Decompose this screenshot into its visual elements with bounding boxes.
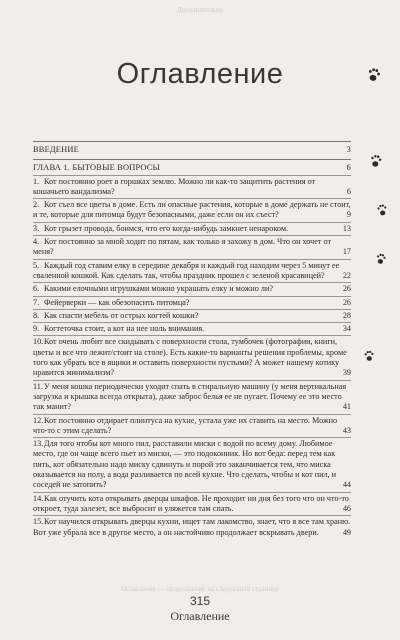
toc-rule (33, 492, 351, 493)
toc-entry (33, 494, 351, 515)
toc-page-number: 17 (342, 247, 351, 257)
toc-entry-number: 7. (33, 297, 40, 307)
toc-rule (33, 335, 351, 336)
toc-rule (33, 380, 351, 381)
toc-entry (33, 177, 351, 198)
toc-entry (33, 237, 351, 258)
toc-entry-text: Как спасти мебель от острых когтей кошки? (44, 310, 199, 320)
page-number: 315 (189, 594, 211, 608)
toc-rule (33, 222, 351, 223)
toc-entry (33, 337, 351, 378)
paw-icon (364, 351, 374, 362)
toc-rule (33, 309, 351, 310)
toc-rule (33, 296, 351, 297)
toc-rule (33, 235, 351, 236)
toc-rule (33, 515, 351, 516)
toc-page-number: 46 (342, 503, 351, 513)
toc-entry-text: Кот постоянно роет в горшках землю. Можно ли как-то защитить растения от кошачьего вандализма? (33, 176, 316, 196)
toc-entry-text: Кот научился открывать дверцы кухни, ищет там лакомство, знает, что я все там храню. Вот уже убрала все в другое место, а он настойчиво продолжает вскрывать двери. (33, 517, 351, 537)
toc-entry (33, 284, 351, 294)
bleed-through-footer: Оглавление — продолжение на следующей странице (121, 585, 279, 593)
toc-entry-number: 11. (33, 381, 43, 391)
toc-entry-text: Фейерверки — как обезопасить питомца? (44, 297, 190, 307)
paw-icon (376, 253, 386, 264)
toc-page-number: 3 (346, 145, 351, 154)
toc-entry-text: ВВЕДЕНИЕ (33, 145, 79, 154)
toc-page-number: 41 (342, 402, 351, 412)
toc-entry-number: 14. (33, 493, 44, 503)
toc-rule (33, 159, 351, 160)
toc-entry (33, 517, 351, 538)
toc-entry-text: Кот постоянно отдирает плинтуса на кухне, устала уже их ставить на место. Можно что-то с этим сделать? (33, 415, 338, 435)
toc-entry-number: 3. (33, 223, 40, 233)
toc-entry-text: Кот очень любит все скидывать с поверхности стола, тумбочек (фотографии, книги, цветы и все что лежит/стоит на столе). Есть какие-то варианты решения проблемы, кроме того как убрать все в ящики и оставить поверхности пустыми? А может нашему котику нравится минимализм? (33, 337, 347, 378)
toc-page-number: 22 (342, 270, 351, 280)
toc-entry-number: 10. (33, 337, 44, 347)
toc-entry-number: 13. (33, 439, 44, 449)
toc-entry-number: 12. (33, 415, 44, 425)
toc-entry-number: 5. (33, 260, 40, 270)
toc-entry-number: 1. (33, 176, 40, 186)
toc-entry (33, 311, 351, 321)
toc-entry (33, 261, 351, 282)
toc-rule (33, 282, 351, 283)
toc-entry-number: 15. (33, 517, 44, 527)
toc-entry (33, 382, 351, 413)
toc-entry-number: 8. (33, 310, 40, 320)
paw-icon (367, 67, 381, 82)
toc-entry-number: 6. (33, 284, 40, 294)
toc-page-number: 6 (346, 186, 351, 196)
toc-entry (33, 324, 351, 334)
toc-entry-number: 4. (33, 237, 40, 247)
toc-page-number: 34 (342, 324, 351, 334)
toc-rule (33, 322, 351, 323)
page-title: Оглавление (116, 58, 284, 90)
toc-page-number: 26 (342, 297, 351, 307)
bleed-through-header: Дополнительно (176, 6, 224, 14)
paw-prints-right (362, 64, 392, 219)
toc-entry (33, 439, 351, 490)
toc-entry-text: Кот грызет провода, боимся, что его когда-нибудь замкнет ненароком. (44, 223, 289, 233)
toc-rule (33, 198, 351, 199)
toc-entry-text: Когтеточка стоит, а кот на нее ноль внимания. (44, 324, 205, 334)
toc-rule (33, 259, 351, 260)
toc-entry-text: Кот постоянно за мной ходит по пятам, как только я захожу в дом. Что он хочет от меня? (33, 237, 332, 257)
toc-entry-text: ГЛАВА 1. БЫТОВЫЕ ВОПРОСЫ (33, 163, 161, 173)
toc-page-number: 6 (346, 163, 351, 173)
toc-page-number: 28 (342, 310, 351, 320)
toc-page-number: 26 (342, 284, 351, 294)
running-footer: Оглавление (170, 609, 230, 623)
toc-entry (33, 416, 351, 437)
toc-entry (33, 224, 351, 234)
paw-icon (370, 154, 382, 167)
toc-page-number: 44 (342, 480, 351, 490)
toc-entry-text: У меня кошка периодически уходит спать в стиральную машину (у меня вертикальная загрузка и крышка всегда открыта), даже заброс белья ее не пугает. Почему ее это место так манит? (33, 381, 347, 412)
toc-entry-text: Для того чтобы кот много пил, расставили миски с водой по всему дому. Любимое место, где он чаще всего пьет из миски, — это подоконник. Но вот беда: перед тем как пить, кот обязательно надо миску сдвинуть и порой это заканчивается тем, что миска оказывается на полу, а вода разливается по всей кухне. Что сделать, чтобы и кот пил, и соседей не затопить? (33, 439, 337, 490)
toc-rule (33, 414, 351, 415)
toc-rule (33, 437, 351, 438)
paw-icon (377, 204, 388, 216)
toc-page-number: 39 (342, 368, 351, 378)
toc-entry-text: Какими елочными игрушками можно украшать елку и можно ли? (44, 284, 274, 294)
toc-entry-text: Каждый год ставим елку в середине декабря и каждый год находим через 5 минут ее сваленной кошкой. Как сделать так, чтобы праздник прошел с зеленой красавицей? (33, 260, 340, 280)
table-of-contents (33, 137, 351, 538)
toc-rule (33, 141, 351, 142)
paw-prints-lower (355, 250, 395, 380)
toc-page-number: 49 (342, 527, 351, 537)
toc-section (33, 145, 351, 155)
toc-entry-number: 9. (33, 324, 40, 334)
toc-page-number: 13 (342, 223, 351, 233)
toc-section (33, 163, 351, 173)
toc-rule (33, 175, 351, 176)
toc-entry-text: Кот съел все цветы в доме. Есть ли опасные растения, которые в доме держать не стоит, и те, которые для питомца будут безопасными, даже если он их съест? (33, 200, 351, 220)
toc-entry-number: 2. (33, 200, 40, 210)
toc-entry-text: Как отучить кота открывать дверцы шкафов. Не проходит ни дня без того что он что-то откроет, туда залезет, все выбросит и уляжется там спать. (33, 493, 349, 513)
toc-page-number: 43 (342, 425, 351, 435)
toc-entry (33, 298, 351, 308)
toc-entry (33, 200, 351, 221)
toc-page-number: 9 (346, 210, 351, 220)
